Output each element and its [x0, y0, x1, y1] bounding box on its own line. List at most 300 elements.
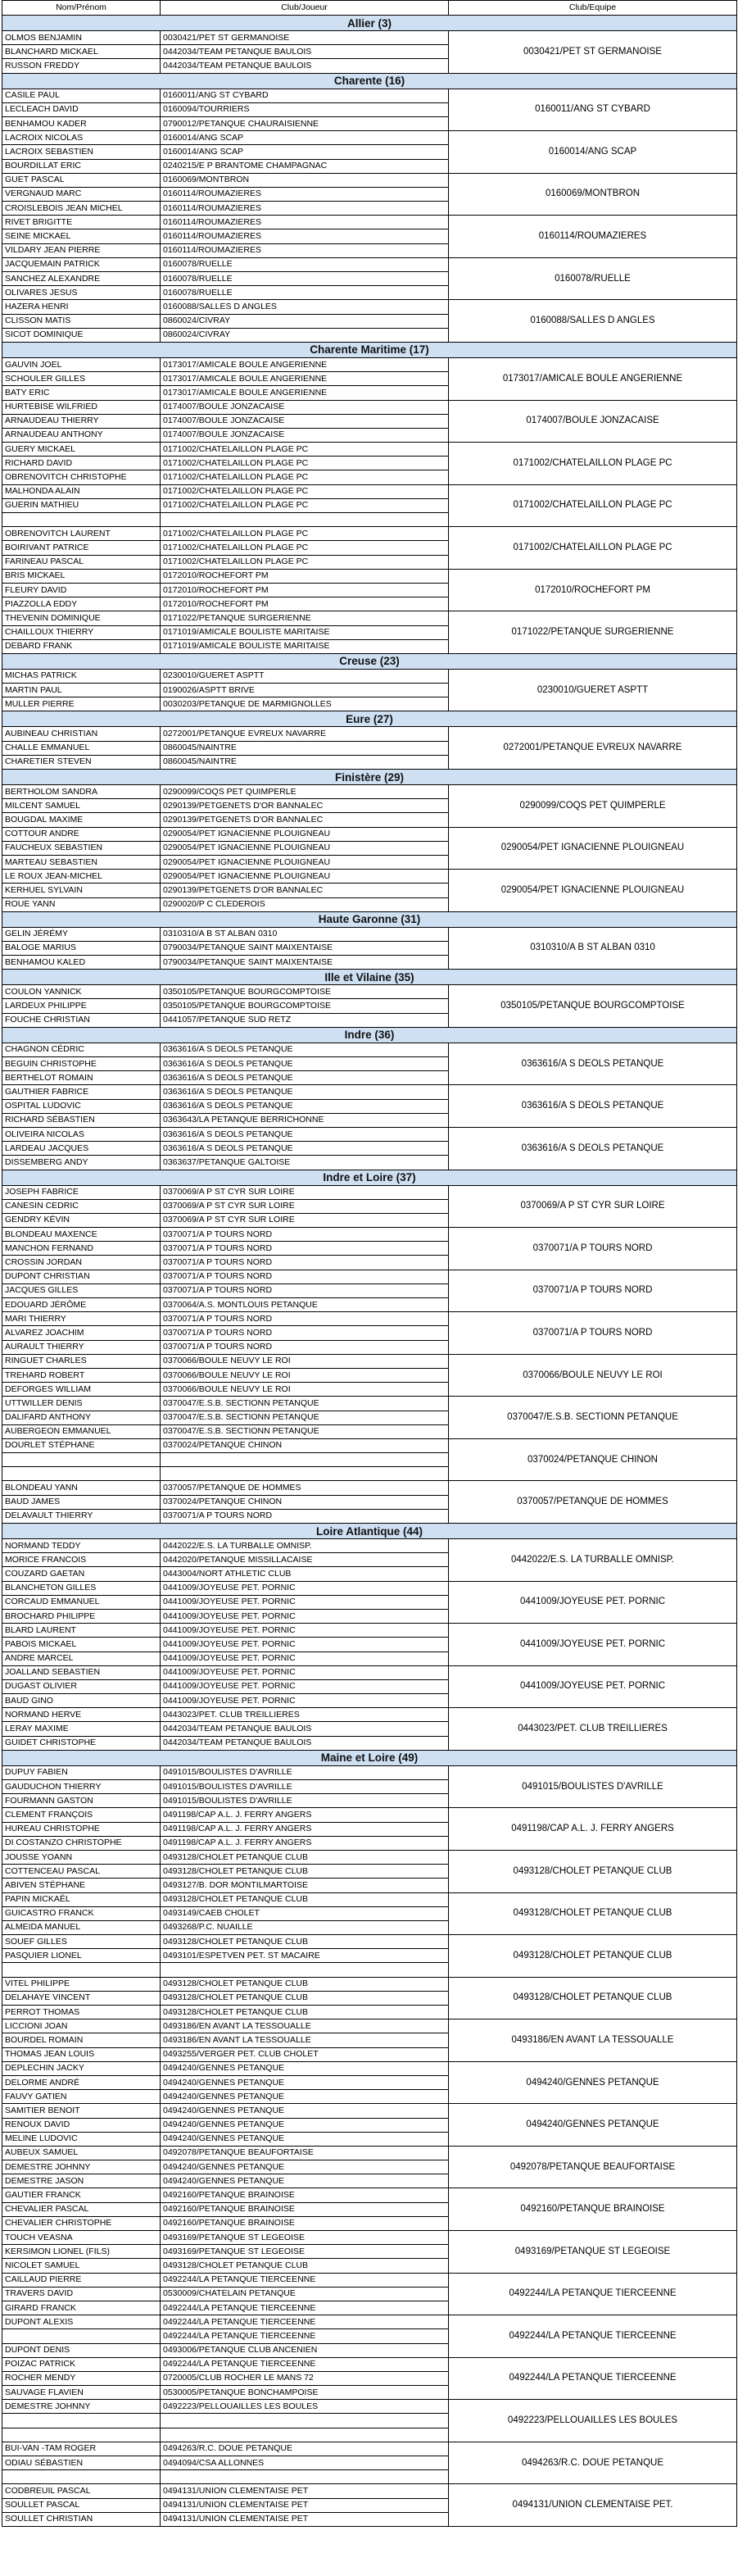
player-name: [2, 2428, 161, 2442]
player-name: POIZAC PATRICK: [2, 2357, 161, 2371]
player-club: 0160078/RUELLE: [161, 257, 449, 271]
player-name: ROCHER MENDY: [2, 2371, 161, 2385]
player-name: CHEVALIER PASCAL: [2, 2202, 161, 2216]
player-name: RICHARD DAVID: [2, 457, 161, 470]
player-name: AURAULT THIERRY: [2, 1340, 161, 1354]
player-name: BOURDEL ROMAIN: [2, 2033, 161, 2047]
player-club: 0494240/GENNES PETANQUE: [161, 2090, 449, 2104]
player-name: SOULLET CHRISTIAN: [2, 2512, 161, 2526]
player-name: GUERIN MATHIEU: [2, 498, 161, 512]
player-club: 0491198/CAP A.L. J. FERRY ANGERS: [161, 1808, 449, 1822]
table-body: [2, 16, 737, 2527]
team-club: 0370047/E.S.B. SECTIONN PETANQUE: [449, 1397, 737, 1439]
player-name: GENDRY KÉVIN: [2, 1213, 161, 1227]
table-row: [2, 1977, 737, 1991]
player-name: BERTHELOT ROMAIN: [2, 1071, 161, 1085]
player-club: 0441009/JOYEUSE PET. PORNIC: [161, 1665, 449, 1679]
player-club: 0442020/PETANQUE MISSILLACAISE: [161, 1553, 449, 1567]
player-name: BLONDEAU YANN: [2, 1481, 161, 1495]
player-name: DELAHAYE VINCENT: [2, 1991, 161, 2005]
player-club: 0363643/LA PETANQUE BERRICHONNE: [161, 1113, 449, 1127]
section-header-row: [2, 1750, 737, 1765]
player-name: [2, 1453, 161, 1467]
section-title: Haute Garonne (31): [2, 911, 737, 927]
player-club: 0290020/P C CLEDEROIS: [161, 897, 449, 911]
table-row: [2, 400, 737, 414]
teams-table: [2, 0, 737, 2527]
player-name: MILCENT SAMUEL: [2, 799, 161, 813]
player-club: 0493128/CHOLET PETANQUE CLUB: [161, 1991, 449, 2005]
player-club: 0290139/PETGENETS D'OR BANNALEC: [161, 799, 449, 813]
player-name: AUBINEAU CHRISTIAN: [2, 727, 161, 741]
header-player-club: Club/Joueur: [161, 1, 449, 16]
section-header-row: [2, 73, 737, 89]
player-club: 0370024/PETANQUE CHINON: [161, 1438, 449, 1452]
player-name: SAUVAGE FLAVIEN: [2, 2386, 161, 2400]
section-title: Maine et Loire (49): [2, 1750, 737, 1765]
player-name: TREHARD ROBERT: [2, 1368, 161, 1382]
player-name: BERTHOLOM SANDRA: [2, 785, 161, 799]
player-name: DOURLET STÉPHANE: [2, 1438, 161, 1452]
player-club: 0171019/AMICALE BOULISTE MARITAISE: [161, 625, 449, 639]
player-name: BENHAMOU KADER: [2, 116, 161, 130]
section-header-row: [2, 1524, 737, 1539]
table-row: [2, 1185, 737, 1199]
player-club: 0171019/AMICALE BOULISTE MARITAISE: [161, 639, 449, 653]
team-club: 0492223/PELLOUAILLES LES BOULES: [449, 2400, 737, 2442]
player-club: 0160114/ROUMAZIERES: [161, 229, 449, 243]
player-club: 0860045/NAINTRE: [161, 755, 449, 769]
player-name: JACQUES GILLES: [2, 1283, 161, 1297]
player-club: 0370071/A P TOURS NORD: [161, 1509, 449, 1523]
player-club: 0790034/PETANQUE SAINT MAIXENTAISE: [161, 956, 449, 970]
player-name: ROUE YANN: [2, 897, 161, 911]
player-name: RENOUX DAVID: [2, 2118, 161, 2132]
table-row: [2, 985, 737, 999]
team-club: 0493169/PETANQUE ST LEGEOISE: [449, 2231, 737, 2274]
player-name: CHAGNON CÉDRIC: [2, 1043, 161, 1056]
player-name: KERHUEL SYLVAIN: [2, 884, 161, 897]
player-club: 0493128/CHOLET PETANQUE CLUB: [161, 1892, 449, 1906]
header-team-club: Club/Equipe: [449, 1, 737, 16]
table-row: [2, 2231, 737, 2245]
player-club: 0441009/JOYEUSE PET. PORNIC: [161, 1609, 449, 1623]
player-club: [161, 1963, 449, 1977]
table-row: [2, 257, 737, 271]
player-name: BLARD LAURENT: [2, 1624, 161, 1638]
table-row: [2, 1935, 737, 1949]
player-club: 0720005/CLUB ROCHER LE MANS 72: [161, 2371, 449, 2385]
player-name: ARNAUDEAU ANTHONY: [2, 428, 161, 442]
player-club: 0441009/JOYEUSE PET. PORNIC: [161, 1638, 449, 1651]
player-club: 0493128/CHOLET PETANQUE CLUB: [161, 1935, 449, 1949]
team-club: 0171002/CHATELAILLON PLAGE PC: [449, 443, 737, 485]
table-row: [2, 611, 737, 625]
player-name: ABIVEN STÉPHANE: [2, 1879, 161, 1892]
player-name: SANCHEZ ALEXANDRE: [2, 272, 161, 286]
player-name: MARTEAU SEBASTIEN: [2, 855, 161, 869]
player-club: 0240215/E P BRANTOME CHAMPAGNAC: [161, 159, 449, 173]
table-row: [2, 527, 737, 541]
player-name: JOALLAND SEBASTIEN: [2, 1665, 161, 1679]
player-name: DEMESTRE JASON: [2, 2174, 161, 2188]
team-club: 0370057/PETANQUE DE HOMMES: [449, 1481, 737, 1524]
team-club: 0160114/ROUMAZIERES: [449, 216, 737, 258]
section-title: Finistère (29): [2, 770, 737, 785]
player-club: 0491198/CAP A.L. J. FERRY ANGERS: [161, 1822, 449, 1836]
team-club: 0171002/CHATELAILLON PLAGE PC: [449, 527, 737, 570]
player-name: DALIFARD ANTHONY: [2, 1411, 161, 1424]
team-club: 0491015/BOULISTES D'AVRILLE: [449, 1765, 737, 1808]
player-club: 0290054/PET IGNACIENNE PLOUIGNEAU: [161, 870, 449, 884]
player-club: 0363637/PETANQUE GALTOISE: [161, 1156, 449, 1170]
team-club: 0290054/PET IGNACIENNE PLOUIGNEAU: [449, 827, 737, 870]
player-club: 0494240/GENNES PETANQUE: [161, 2132, 449, 2146]
section-title: Charente Maritime (17): [2, 342, 737, 357]
player-club: 0492244/LA PETANQUE TIERCEENNE: [161, 2329, 449, 2343]
player-club: 0494240/GENNES PETANQUE: [161, 2061, 449, 2075]
player-club: 0030421/PET ST GERMANOISE: [161, 31, 449, 45]
player-club: 0370071/A P TOURS NORD: [161, 1228, 449, 1242]
player-club: 0370047/E.S.B. SECTIONN PETANQUE: [161, 1397, 449, 1411]
player-club: 0492160/PETANQUE BRAINOISE: [161, 2202, 449, 2216]
player-club: 0491015/BOULISTES D'AVRILLE: [161, 1794, 449, 1808]
player-name: BAUD JAMES: [2, 1495, 161, 1509]
player-name: BRIS MICKAEL: [2, 569, 161, 583]
player-name: MICHAS PATRICK: [2, 669, 161, 683]
table-row: [2, 1539, 737, 1553]
team-club: 0160014/ANG SCAP: [449, 131, 737, 174]
player-club: 0370066/BOULE NEUVY LE ROI: [161, 1354, 449, 1368]
table-row: [2, 1085, 737, 1099]
player-name: OBRENOVITCH CHRISTOPHE: [2, 470, 161, 484]
player-name: DUPONT DENIS: [2, 2343, 161, 2357]
table-row: [2, 785, 737, 799]
player-club: 0363616/A S DEOLS PETANQUE: [161, 1127, 449, 1141]
player-club: 0160114/ROUMAZIERES: [161, 202, 449, 216]
table-row: [2, 1765, 737, 1779]
player-club: 0173017/AMICALE BOULE ANGERIENNE: [161, 357, 449, 371]
team-club: 0493128/CHOLET PETANQUE CLUB: [449, 1850, 737, 1892]
team-club: 0441009/JOYEUSE PET. PORNIC: [449, 1665, 737, 1708]
player-name: VERGNAUD MARC: [2, 187, 161, 201]
player-club: 0494094/CSA ALLONNES: [161, 2456, 449, 2470]
team-club: 0441009/JOYEUSE PET. PORNIC: [449, 1581, 737, 1624]
team-club: 0160078/RUELLE: [449, 257, 737, 300]
player-name: NORMAND TEDDY: [2, 1539, 161, 1553]
player-club: 0790034/PETANQUE SAINT MAIXENTAISE: [161, 941, 449, 955]
team-club: 0174007/BOULE JONZACAISE: [449, 400, 737, 443]
team-club: 0350105/PETANQUE BOURGCOMPTOISE: [449, 985, 737, 1028]
player-name: [2, 1467, 161, 1481]
player-club: 0160094/TOURRIERS: [161, 102, 449, 116]
player-name: OSPITAL LUDOVIC: [2, 1099, 161, 1113]
player-name: BALOGE MARIUS: [2, 941, 161, 955]
player-name: ODIAU SÉBASTIEN: [2, 2456, 161, 2470]
player-club: 0493128/CHOLET PETANQUE CLUB: [161, 1977, 449, 1991]
section-title: Loire Atlantique (44): [2, 1524, 737, 1539]
player-name: OLIVARES JESUS: [2, 286, 161, 300]
team-club: 0171002/CHATELAILLON PLAGE PC: [449, 484, 737, 527]
player-club: 0171002/CHATELAILLON PLAGE PC: [161, 527, 449, 541]
player-name: JOSEPH FABRICE: [2, 1185, 161, 1199]
section-title: Ille et Vilaine (35): [2, 970, 737, 985]
player-club: 0370057/PETANQUE DE HOMMES: [161, 1481, 449, 1495]
player-club: [161, 2428, 449, 2442]
team-club: 0492244/LA PETANQUE TIERCEENNE: [449, 2357, 737, 2400]
player-name: MULLER PIERRE: [2, 697, 161, 711]
player-name: BLANCHARD MICKAEL: [2, 45, 161, 59]
player-club: 0493006/PETANQUE CLUB ANCENIEN: [161, 2343, 449, 2357]
player-name: ALMEIDA MANUEL: [2, 1920, 161, 1934]
player-club: 0370066/BOULE NEUVY LE ROI: [161, 1368, 449, 1382]
player-name: MELINE LUDOVIC: [2, 2132, 161, 2146]
player-name: PABOIS MICKAEL: [2, 1638, 161, 1651]
table-row: [2, 300, 737, 314]
table-row: [2, 2146, 737, 2160]
player-name: BENHAMOU KALED: [2, 956, 161, 970]
player-club: 0350105/PETANQUE BOURGCOMPTOISE: [161, 985, 449, 999]
player-name: GELIN JÉRÉMY: [2, 927, 161, 941]
player-name: LE ROUX JEAN-MICHEL: [2, 870, 161, 884]
team-club: 0492244/LA PETANQUE TIERCEENNE: [449, 2315, 737, 2358]
player-name: GIRARD FRANCK: [2, 2301, 161, 2315]
player-name: COTTENCEAU PASCAL: [2, 1865, 161, 1879]
player-name: BOUGDAL MAXIME: [2, 813, 161, 827]
player-name: ANDRE MARCEL: [2, 1651, 161, 1665]
player-club: 0530005/PETANQUE BONCHAMPOISE: [161, 2386, 449, 2400]
team-club: 0441009/JOYEUSE PET. PORNIC: [449, 1624, 737, 1666]
player-club: 0363616/A S DEOLS PETANQUE: [161, 1071, 449, 1085]
player-name: OLMOS BENJAMIN: [2, 31, 161, 45]
player-club: 0491015/BOULISTES D'AVRILLE: [161, 1780, 449, 1794]
header-name: Nom/Prénom: [2, 1, 161, 16]
player-name: COUZARD GAETAN: [2, 1567, 161, 1581]
player-club: 0173017/AMICALE BOULE ANGERIENNE: [161, 372, 449, 386]
player-name: HAZERA HENRI: [2, 300, 161, 314]
team-club: 0160088/SALLES D ANGLES: [449, 300, 737, 343]
player-name: GUIDET CHRISTOPHE: [2, 1736, 161, 1750]
player-name: DELORME ANDRÉ: [2, 2075, 161, 2089]
registration-sheet: [2, 0, 736, 2527]
player-name: CLISSON MATIS: [2, 314, 161, 328]
player-name: VILDARY JEAN PIERRE: [2, 243, 161, 257]
player-name: LARDEAU JACQUES: [2, 1142, 161, 1156]
player-club: [161, 513, 449, 527]
player-name: [2, 1963, 161, 1977]
player-name: LARDEUX PHILIPPE: [2, 999, 161, 1013]
team-club: 0290054/PET IGNACIENNE PLOUIGNEAU: [449, 870, 737, 912]
player-club: 0493128/CHOLET PETANQUE CLUB: [161, 1850, 449, 1864]
player-club: 0442034/TEAM PETANQUE BAULOIS: [161, 45, 449, 59]
player-club: 0493128/CHOLET PETANQUE CLUB: [161, 2006, 449, 2019]
player-club: 0492244/LA PETANQUE TIERCEENNE: [161, 2357, 449, 2371]
player-name: COTTOUR ANDRE: [2, 827, 161, 841]
section-header-row: [2, 653, 737, 669]
player-name: GUERY MICKAEL: [2, 443, 161, 457]
player-name: FAUVY GATIEN: [2, 2090, 161, 2104]
player-club: 0860045/NAINTRE: [161, 741, 449, 755]
player-name: MARI THIERRY: [2, 1312, 161, 1326]
player-name: GAUTIER FRANCK: [2, 2188, 161, 2202]
player-name: CHAILLOUX THIERRY: [2, 625, 161, 639]
player-club: 0441009/JOYEUSE PET. PORNIC: [161, 1624, 449, 1638]
player-name: EDOUARD JÉRÔME: [2, 1298, 161, 1312]
table-row: [2, 1892, 737, 1906]
player-name: DUPONT CHRISTIAN: [2, 1270, 161, 1283]
player-name: HUREAU CHRISTOPHE: [2, 1822, 161, 1836]
player-name: JOUSSE YOANN: [2, 1850, 161, 1864]
table-row: [2, 727, 737, 741]
player-club: 0492078/PETANQUE BEAUFORTAISE: [161, 2146, 449, 2160]
player-club: 0370071/A P TOURS NORD: [161, 1283, 449, 1297]
player-name: RINGUET CHARLES: [2, 1354, 161, 1368]
player-club: 0290139/PETGENETS D'OR BANNALEC: [161, 884, 449, 897]
player-club: 0441009/JOYEUSE PET. PORNIC: [161, 1595, 449, 1609]
team-club: 0442022/E.S. LA TURBALLE OMNISP.: [449, 1539, 737, 1582]
table-row: [2, 827, 737, 841]
player-name: LERAY MAXIME: [2, 1722, 161, 1736]
player-club: 0370069/A P ST CYR SUR LOIRE: [161, 1213, 449, 1227]
player-club: 0370069/A P ST CYR SUR LOIRE: [161, 1199, 449, 1213]
player-club: 0493186/EN AVANT LA TESSOUALLE: [161, 2019, 449, 2033]
table-row: [2, 216, 737, 229]
player-name: FLEURY DAVID: [2, 583, 161, 597]
team-club: 0173017/AMICALE BOULE ANGERIENNE: [449, 357, 737, 400]
player-club: 0172010/ROCHEFORT PM: [161, 569, 449, 583]
player-name: DEBARD FRANK: [2, 639, 161, 653]
player-name: PAPIN MICKAËL: [2, 1892, 161, 1906]
player-name: ALVAREZ JOACHIM: [2, 1326, 161, 1340]
table-row: [2, 2188, 737, 2202]
player-name: [2, 2414, 161, 2428]
table-row: [2, 357, 737, 371]
table-row: [2, 870, 737, 884]
player-name: CROSSIN JORDAN: [2, 1256, 161, 1270]
table-row: [2, 2315, 737, 2329]
player-name: BOIRIVANT PATRICE: [2, 541, 161, 555]
player-club: 0370047/E.S.B. SECTIONN PETANQUE: [161, 1411, 449, 1424]
player-club: 0493268/P.C. NUAILLE: [161, 1920, 449, 1934]
team-club: 0494263/R.C. DOUE PETANQUE: [449, 2442, 737, 2484]
player-club: 0442034/TEAM PETANQUE BAULOIS: [161, 59, 449, 73]
team-club: 0363616/A S DEOLS PETANQUE: [449, 1085, 737, 1128]
player-club: 0160114/ROUMAZIERES: [161, 243, 449, 257]
team-club: 0172010/ROCHEFORT PM: [449, 569, 737, 611]
player-club: 0290099/COQS PET QUIMPERLE: [161, 785, 449, 799]
team-club: 0370071/A P TOURS NORD: [449, 1270, 737, 1312]
team-club: 0494131/UNION CLEMENTAISE PET.: [449, 2484, 737, 2527]
team-club: 0443023/PET. CLUB TREILLIERES: [449, 1708, 737, 1751]
player-club: 0530009/CHATELAIN PETANQUE: [161, 2287, 449, 2301]
player-club: 0492244/LA PETANQUE TIERCEENNE: [161, 2273, 449, 2287]
player-club: 0370071/A P TOURS NORD: [161, 1256, 449, 1270]
table-row: [2, 1665, 737, 1679]
player-club: 0171002/CHATELAILLON PLAGE PC: [161, 443, 449, 457]
player-club: 0493255/VERGER PET. CLUB CHOLET: [161, 2047, 449, 2061]
table-row: [2, 1808, 737, 1822]
player-name: BAUD GINO: [2, 1694, 161, 1708]
table-row: [2, 1581, 737, 1595]
section-header-row: [2, 342, 737, 357]
player-name: CHEVALIER CHRISTOPHE: [2, 2216, 161, 2230]
player-name: CODBREUIL PASCAL: [2, 2484, 161, 2498]
table-row: [2, 173, 737, 187]
player-name: MARTIN PAUL: [2, 684, 161, 697]
player-name: COULON YANNICK: [2, 985, 161, 999]
player-club: 0860024/CIVRAY: [161, 314, 449, 328]
player-club: 0174007/BOULE JONZACAISE: [161, 414, 449, 428]
player-club: 0494131/UNION CLEMENTAISE PET: [161, 2498, 449, 2512]
player-club: 0160088/SALLES D ANGLES: [161, 300, 449, 314]
player-name: OBRENOVITCH LAURENT: [2, 527, 161, 541]
player-club: 0171002/CHATELAILLON PLAGE PC: [161, 555, 449, 569]
team-club: 0370066/BOULE NEUVY LE ROI: [449, 1354, 737, 1397]
table-row: [2, 1481, 737, 1495]
team-club: 0290099/COQS PET QUIMPERLE: [449, 785, 737, 828]
player-club: [161, 2470, 449, 2484]
team-club: 0370071/A P TOURS NORD: [449, 1312, 737, 1355]
team-club: 0230010/GUERET ASPTT: [449, 669, 737, 711]
team-club: 0272001/PETANQUE EVREUX NAVARRE: [449, 727, 737, 770]
player-name: GUET PASCAL: [2, 173, 161, 187]
player-club: 0174007/BOULE JONZACAISE: [161, 428, 449, 442]
player-club: 0492160/PETANQUE BRAINOISE: [161, 2216, 449, 2230]
player-name: AUBEUX SAMUEL: [2, 2146, 161, 2160]
player-club: 0363616/A S DEOLS PETANQUE: [161, 1085, 449, 1099]
team-club: 0310310/A B ST ALBAN 0310: [449, 927, 737, 970]
team-club: 0160011/ANG ST CYBARD: [449, 89, 737, 131]
team-club: 0363616/A S DEOLS PETANQUE: [449, 1127, 737, 1170]
player-club: 0442034/TEAM PETANQUE BAULOIS: [161, 1722, 449, 1736]
player-name: DI COSTANZO CHRISTOPHE: [2, 1836, 161, 1850]
player-club: 0493186/EN AVANT LA TESSOUALLE: [161, 2033, 449, 2047]
player-name: LACROIX SEBASTIEN: [2, 145, 161, 159]
player-name: BEGUIN CHRISTOPHE: [2, 1057, 161, 1071]
player-club: 0370071/A P TOURS NORD: [161, 1340, 449, 1354]
table-row: [2, 1850, 737, 1864]
player-club: 0310310/A B ST ALBAN 0310: [161, 927, 449, 941]
player-name: NICOLET SAMUEL: [2, 2259, 161, 2273]
table-row: [2, 1708, 737, 1722]
player-name: ARNAUDEAU THIERRY: [2, 414, 161, 428]
player-club: 0370066/BOULE NEUVY LE ROI: [161, 1383, 449, 1397]
player-name: DISSEMBERG ANDY: [2, 1156, 161, 1170]
table-row: [2, 1270, 737, 1283]
player-name: MORICE FRANCOIS: [2, 1553, 161, 1567]
table-row: [2, 2357, 737, 2371]
player-name: SEINE MICKAEL: [2, 229, 161, 243]
table-row: [2, 569, 737, 583]
player-club: 0171002/CHATELAILLON PLAGE PC: [161, 484, 449, 498]
player-name: CHARETIER STEVEN: [2, 755, 161, 769]
player-club: 0370071/A P TOURS NORD: [161, 1242, 449, 1256]
player-club: 0174007/BOULE JONZACAISE: [161, 400, 449, 414]
player-name: PIAZZOLLA EDDY: [2, 597, 161, 611]
player-name: CORCAUD EMMANUEL: [2, 1595, 161, 1609]
team-club: 0492160/PETANQUE BRAINOISE: [449, 2188, 737, 2231]
table-row: [2, 2400, 737, 2414]
player-name: OLIVEIRA NICOLAS: [2, 1127, 161, 1141]
player-club: 0370071/A P TOURS NORD: [161, 1326, 449, 1340]
section-title: Allier (3): [2, 16, 737, 31]
player-name: BOURDILLAT ERIC: [2, 159, 161, 173]
player-club: 0160078/RUELLE: [161, 272, 449, 286]
player-name: DEMESTRE JOHNNY: [2, 2400, 161, 2414]
player-name: SOUEF GILLES: [2, 1935, 161, 1949]
team-club: 0494240/GENNES PETANQUE: [449, 2061, 737, 2104]
player-name: CROISLEBOIS JEAN MICHEL: [2, 202, 161, 216]
